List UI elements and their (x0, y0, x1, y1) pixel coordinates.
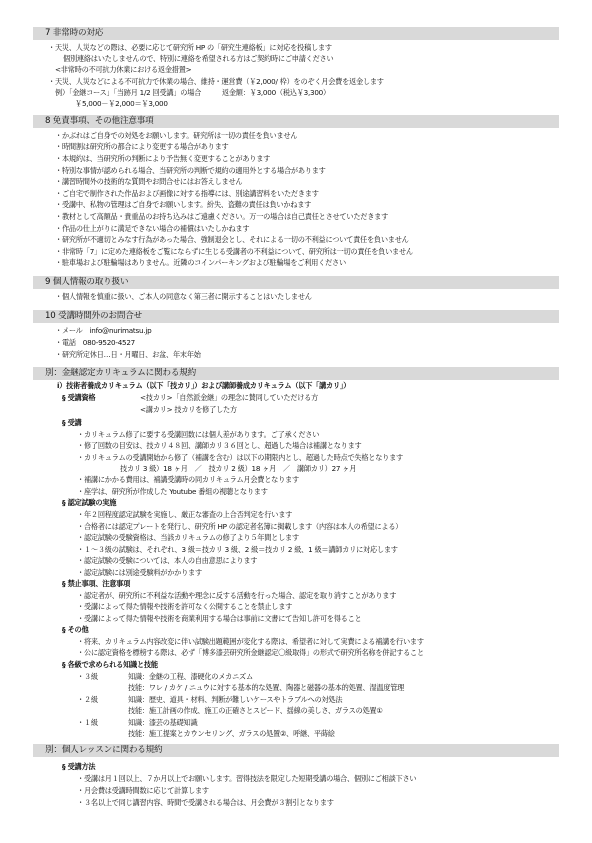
sa-level: ・２級 (77, 695, 98, 704)
s8-line: ・駐車場および駐輪場はありません。近隣のコインパーキングおよび駐輪場をご利用ください (55, 258, 346, 267)
s8-line: ・研究所が不適切とみなす行為があった場合、強制退会とし、それによる一切の不利益について責任を負いません (55, 235, 409, 244)
s10-email: ・メール info@nurimatsu.jp (55, 326, 152, 335)
sa-line: 技能：施工計画の作成、施工の正確さとスピード、揺線の美しさ、ガラスの処置① (128, 706, 383, 715)
sa-line: ・座学は、研究所が作成した Youtube 番組の視聴となります (77, 487, 268, 496)
sa-line: 技能：施工提案とカウンセリング、ガラスの処置②、呼継、平蒔絵 (128, 729, 335, 738)
sa-line: ・認定試験の受験については、本人の自由意思によります (77, 556, 258, 565)
s8-line: ・本規約は、当研究所の判断により予告無く変更することがあります (55, 154, 271, 163)
section-7-header: 7 非常時の対応 (33, 27, 559, 40)
s8-line: ・非常時「7」に定めた連絡板をご覧にならずに生じる受講者の不利益について、研究所は一切の責任を負いません (55, 247, 413, 256)
sa-line: ・カリキュラム修了に要する受講回数には個人差があります。ご了承ください (77, 430, 320, 439)
s7-line: <非常時の不可抗力休業における返金措置> (55, 65, 192, 74)
s8-line: ・特別な事情が認められる場合、当研究所の判断で規約の適用外とする場合があります (55, 166, 326, 175)
sa-line: <講カリ> 技カリを修了した方 (140, 405, 237, 414)
sa-line: ・補講にかかる費用は、補講受講時の同カリキュラム月会費となります (77, 475, 299, 484)
sa-heading: § 禁止事項、注意事項 (62, 579, 131, 588)
sa-line: ⅰ）技術者養成カリキュラム（以下「技カリ」）および講師養成カリキュラム（以下「講カリ」） (57, 381, 351, 390)
sa-line: 知識：漆芸の基礎知識 (128, 718, 198, 727)
sa-line: ・年２回程度認定試験を実施し、厳正な審査の上合否判定を行います (77, 510, 293, 519)
sa-line: 知識：金継の工程、漆硬化のメカニズム (128, 672, 253, 681)
s10-phone: ・電話 080-9520-4527 (55, 338, 135, 347)
section-9-header: 9 個人情報の取り扱い (33, 276, 559, 289)
s9-line: ・個人情報を慎重に扱い、ご本人の同意なく第三者に開示することはいたしません (55, 292, 312, 301)
sa-line: ・認定試験の受験資格は、当該カリキュラムの修了より５年間とします (77, 533, 299, 542)
s8-line: ・作品の仕上がりに満足できない場合の補償はいたしかねます (55, 224, 250, 233)
section-8-header: 8 免責事項、その他注意事項 (33, 115, 559, 128)
sa-heading: § 受講 (62, 418, 82, 427)
appendix-certification-header: 別：金継認定カリキュラムに関わる規約 (33, 367, 559, 380)
sa-heading: § 各級で求められる知識と技能 (62, 660, 158, 669)
sa-line: ・合格者には認定プレートを発行し、研究所 HP の認定者名簿に掲載します（内容は本人の希望による） (77, 522, 403, 531)
sa-line: ・認定試験には別途受験料がかかります (77, 568, 202, 577)
sb-heading: § 受講方法 (62, 762, 96, 771)
s8-line: ・受講中、私物の管理はご自身でお願いします。紛失、盗難の責任は負いかねます (55, 200, 312, 209)
sa-heading: § その他 (62, 625, 89, 634)
sa-line: ・受講によって得た情報や技術を許可なく公開することを禁止します (77, 602, 293, 611)
sa-line: 知識：歴史、道具・材料、判断が難しいケースやトラブルへの対処法 (128, 695, 343, 704)
sa-line: ・認定者が、研究所に不利益な活動や理念に反する活動を行った場合、認定を取り消すことがあります (77, 591, 397, 600)
sa-line: 技カリ 3 級）18 ヶ月 ／ 技カリ 2 級）18 ヶ月 ／ 講師カリ）27 ヶ月 (120, 464, 357, 473)
s7-line: ・天災、人災などの際は、必要に応じて研究所 HP の「研究生連絡板」に対応を投稿します (48, 43, 332, 52)
sa-level: ・３級 (77, 672, 98, 681)
sa-line: ・カリキュラムの受講開始から修了（補講を含む）は以下の期限内とし、超過した時点で失格となります (77, 453, 403, 462)
s8-line: ・かぶれはご自身での対処をお願いします。研究所は一切の責任を負いません (55, 131, 298, 140)
s7-line: ・天災、人災などによる不可抗力で休業の場合、維持・運営費（￥2,000/ 枠）をのぞく月会費を返金します (48, 77, 384, 86)
sa-line: <技カリ>「自然派金継」の理念に賛同していただける方 (140, 393, 319, 402)
sa-line: ・将来、カリキュラム内容改変に伴い試験出題範囲が変化する際は、希望者に対して実費による補講を行います (77, 637, 424, 646)
s8-line: ・教材として高額品・貴重品のお持ち込みはご遠慮ください。万一の場合は自己責任とさせていただきます (55, 212, 389, 221)
section-10-header: 10 受講時間外のお問合せ (33, 310, 559, 323)
sa-heading: § 認定試験の実施 (62, 498, 117, 507)
sb-line: ・月会費は受講時間数に応じて計算します (77, 786, 209, 795)
appendix-private-lesson-header: 別：個人レッスンに関わる規約 (33, 744, 559, 757)
s7-line: 例）「金継コース」「当跡月 1/2 回受講」の場合 返金額：￥3,000（税込￥3,300） (55, 88, 330, 97)
s8-line: ・時間割は研究所の都合により変更する場合があります (55, 142, 229, 151)
sa-heading: § 受講資格 (62, 393, 96, 402)
sa-line: 技能：ワレ / カケ / ニュウに対する基本的な処置、陶器と磁器の基本的処置、湿温度管理 (128, 683, 405, 692)
sb-line: ・受講は月１回以上、７か月以上でお願いします。習得技法を限定した短期受講の場合、個別にご相談下さい (77, 774, 417, 783)
s7-line: ￥5,000－￥2,000＝￥3,000 (75, 99, 168, 108)
sa-line: ・修了回数の目安は、技カリ４８回、講師カリ３６回とし、超過した場合は補講となります (77, 441, 362, 450)
s7-line: 個別連絡はいたしませんので、特別に連絡を希望される方はご契約時にご申請ください (63, 54, 334, 63)
s8-line: ・講習時間外の技術的な質問やお問合せにはお答えしません (55, 177, 243, 186)
s8-line: ・ご自宅で制作された作品および画像に対する指導には、別途講習料をいただきます (55, 189, 319, 198)
sa-line: ・１～３級の試験は、それぞれ、3 級＝技カリ 3 級、2 級＝技カリ 2 級、1 級＝講師カリに対応します (77, 545, 398, 554)
sa-line: ・受講によって得た情報や技術を商業利用する場合は事前に文書にて告知し許可を得ること (77, 614, 362, 623)
sb-line: ・３名以上で同じ講習内容、時間で受講される場合は、月会費が３割引となります (77, 798, 334, 807)
s10-holidays: ・研究所定休日…日・月曜日、お盆、年末年始 (55, 350, 201, 359)
sa-line: ・公に認定資格を標榜する際は、必ず「博多漆芸研究所金継認定〇級取得」の形式で研究所名称を併記すること (77, 648, 424, 657)
sa-level: ・１級 (77, 718, 98, 727)
